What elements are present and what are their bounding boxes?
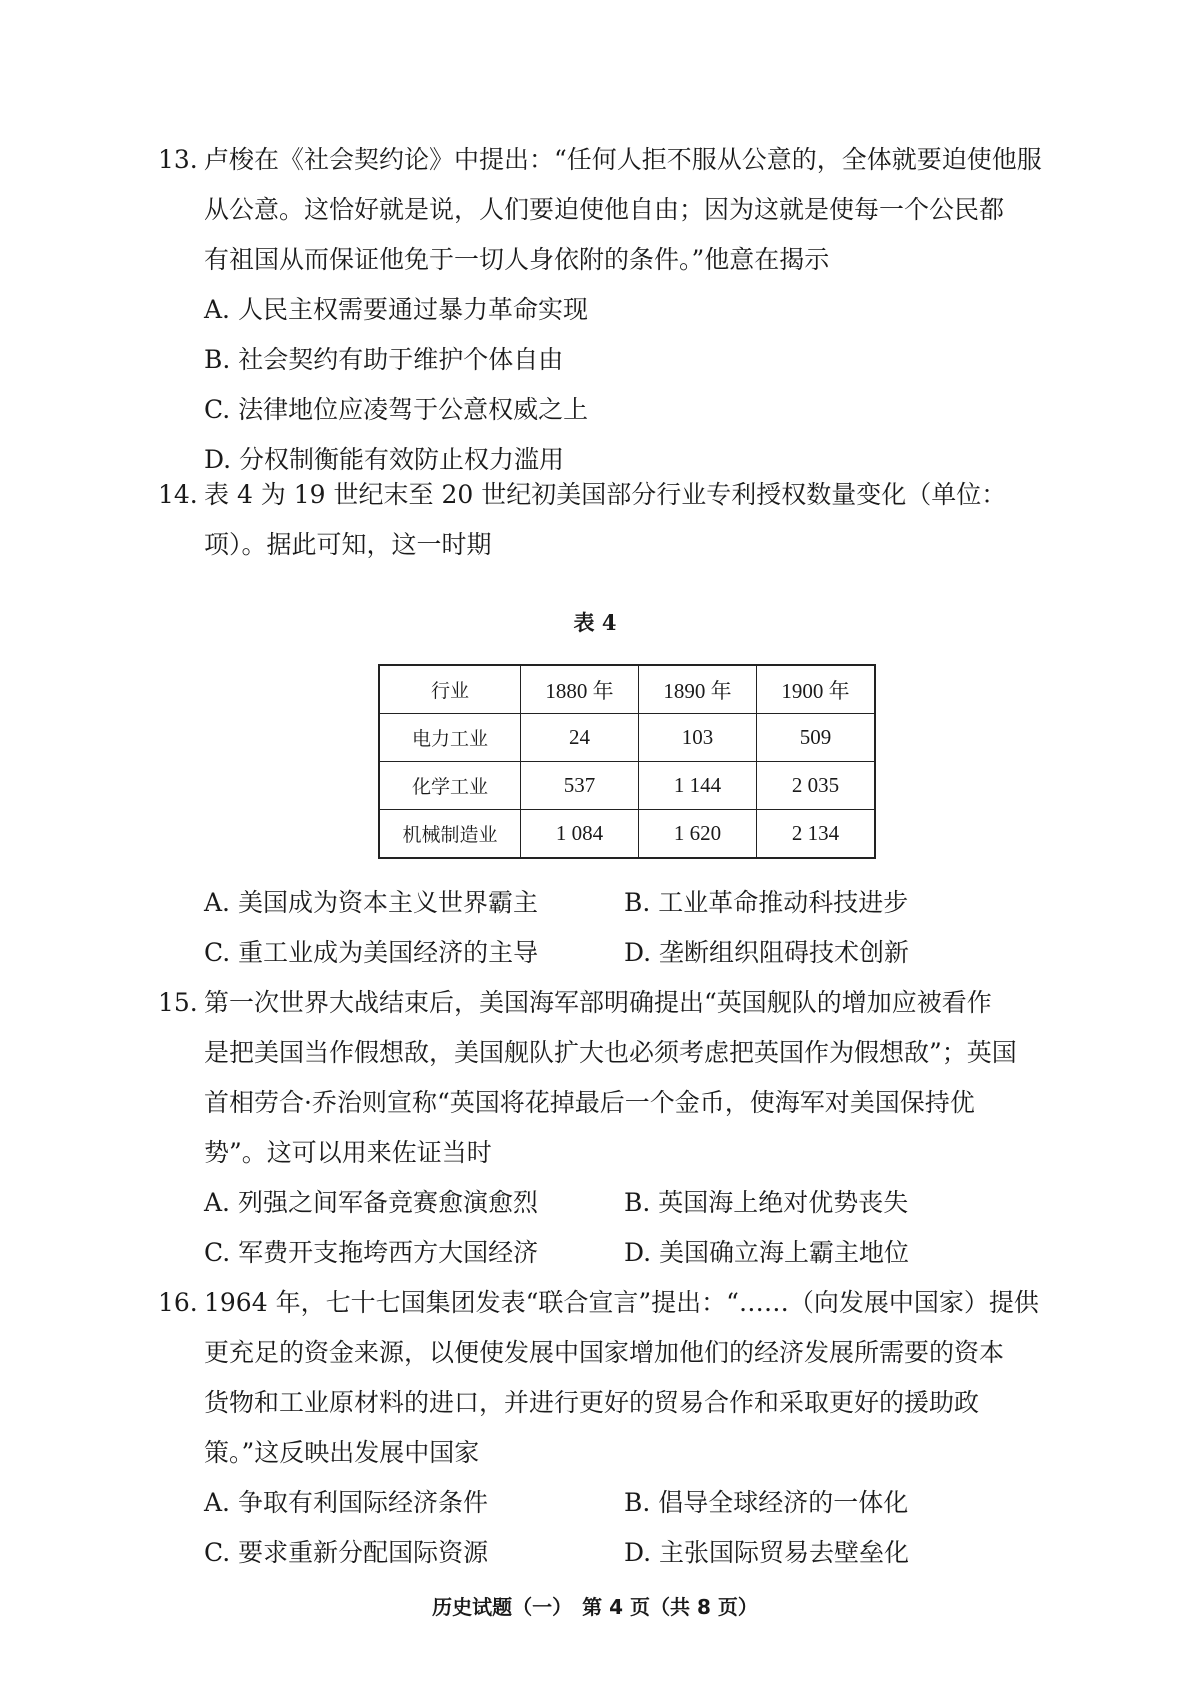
table-header-cell: 1880 年 (521, 665, 639, 714)
option-row (158, 1478, 1058, 1528)
option-c[interactable]: C. 法律地位应凌驾于公意权威之上 (204, 395, 589, 424)
question-stem-line: 从公意。这恰好就是说，人们要迫使他自由；因为这就是使每一个公民都 (204, 195, 1005, 224)
table-header-cell: 1890 年 (639, 665, 757, 714)
table-header-row (379, 665, 875, 714)
option-d[interactable]: D. 分权制衡能有效防止权力滥用 (204, 445, 565, 474)
question-stem-line: 有祖国从而保证他免于一切人身依附的条件。”他意在揭示 (204, 245, 830, 274)
question-number: 14. (158, 480, 198, 509)
option-b[interactable]: B. 社会契约有助于维护个体自由 (204, 345, 564, 374)
option-b[interactable]: B. 倡导全球经济的一体化 (624, 1488, 909, 1517)
table-cell: 机械制造业 (379, 810, 521, 859)
option-a[interactable]: A. 争取有利国际经济条件 (204, 1488, 488, 1517)
table-cell: 电力工业 (379, 714, 521, 762)
question-stem-line: 策。”这反映出发展中国家 (204, 1438, 480, 1467)
table-cell: 537 (521, 762, 639, 810)
question-stem-line: 13. 卢梭在《社会契约论》中提出：“任何人拒不服从公意的，全体就要迫使他服 (158, 135, 1058, 185)
option-row (158, 1178, 1058, 1228)
option-b[interactable]: B. 英国海上绝对优势丧失 (624, 1188, 909, 1217)
question-stem-line: 首相劳合·乔治则宣称“英国将花掉最后一个金币，使海军对美国保持优 (204, 1088, 975, 1117)
table-header-cell: 1900 年 (757, 665, 876, 714)
table-cell: 1 620 (639, 810, 757, 859)
table-cell: 509 (757, 714, 876, 762)
table-cell: 2 035 (757, 762, 876, 810)
question-number: 15. (158, 988, 198, 1017)
question-stem-line: 势”。这可以用来佐证当时 (204, 1138, 492, 1167)
question-stem-line: 15. 第一次世界大战结束后，美国海军部明确提出“英国舰队的增加应被看作 (158, 978, 1058, 1028)
question-13 (158, 135, 1058, 485)
patent-table (378, 664, 876, 859)
option-c[interactable]: C. 重工业成为美国经济的主导 (204, 938, 539, 967)
option-d[interactable]: D. 垄断组织阻碍技术创新 (624, 938, 910, 967)
question-stem-line: 货物和工业原材料的进口，并进行更好的贸易合作和采取更好的援助政 (204, 1388, 980, 1417)
question-number: 13. (158, 145, 198, 174)
question-stem-line: 14. 表 4 为 19 世纪末至 20 世纪初美国部分行业专利授权数量变化（单位： (158, 470, 1058, 520)
option-d[interactable]: D. 主张国际贸易去壁垒化 (624, 1538, 910, 1567)
option-a[interactable]: A. 列强之间军备竞赛愈演愈烈 (204, 1188, 538, 1217)
option-c[interactable]: C. 要求重新分配国际资源 (204, 1538, 489, 1567)
page-footer: 历史试题（一） 第 4 页（共 8 页） (432, 1595, 758, 1619)
option-c[interactable]: C. 军费开支拖垮西方大国经济 (204, 1238, 539, 1267)
table-cell: 103 (639, 714, 757, 762)
question-16 (158, 1278, 1058, 1578)
table-cell: 2 134 (757, 810, 876, 859)
question-number: 16. (158, 1288, 198, 1317)
question-stem-line: 项）。据此可知，这一时期 (204, 530, 492, 559)
table-cell: 化学工业 (379, 762, 521, 810)
option-row (158, 1528, 1058, 1578)
option-a[interactable]: A. 美国成为资本主义世界霸主 (204, 888, 538, 917)
question-stem-line: 是把美国当作假想敌，美国舰队扩大也必须考虑把英国作为假想敌”；英国 (204, 1038, 1017, 1067)
option-b[interactable]: B. 工业革命推动科技进步 (624, 888, 909, 917)
option-row (158, 928, 1058, 978)
option-a[interactable]: A. 人民主权需要通过暴力革命实现 (204, 295, 588, 324)
question-stem-line: 更充足的资金来源，以便使发展中国家增加他们的经济发展所需要的资本 (204, 1338, 1005, 1367)
question-stem-line: 16. 1964 年，七十七国集团发表“联合宣言”提出：“……（向发展中国家）提供 (158, 1278, 1058, 1328)
option-d[interactable]: D. 美国确立海上霸主地位 (624, 1238, 910, 1267)
table-row (379, 762, 875, 810)
question-14 (158, 470, 1058, 570)
table-cell: 1 084 (521, 810, 639, 859)
table-cell: 24 (521, 714, 639, 762)
table-row (379, 810, 875, 859)
table-caption: 表 4 (573, 610, 617, 635)
option-row (158, 878, 1058, 928)
question-15 (158, 978, 1058, 1278)
table-cell: 1 144 (639, 762, 757, 810)
option-row (158, 1228, 1058, 1278)
table-row (379, 714, 875, 762)
table-header-cell: 行业 (379, 665, 521, 714)
question-14-options (158, 878, 1058, 978)
